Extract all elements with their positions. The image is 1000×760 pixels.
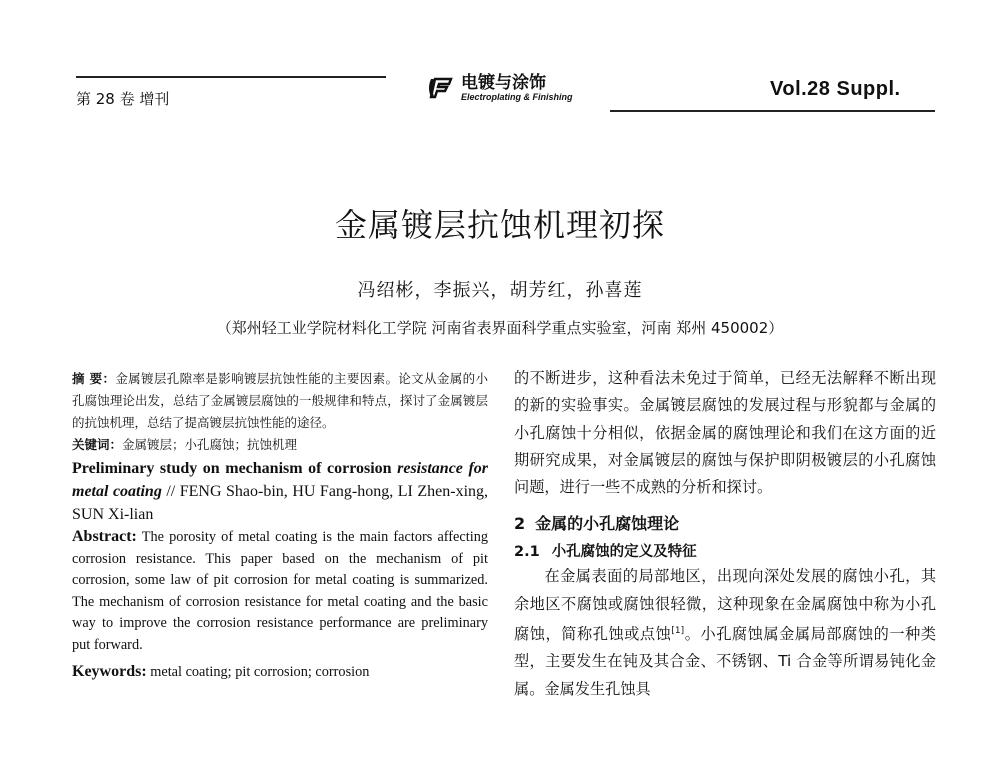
abstract-cn-label: 摘 要： bbox=[72, 371, 116, 386]
subsection-title: 小孔腐蚀的定义及特征 bbox=[551, 544, 697, 561]
subsection-heading bbox=[514, 540, 936, 561]
article-authors: 冯绍彬，李振兴，胡芳红，孙喜莲 bbox=[357, 280, 643, 301]
pit-corrosion-paragraph bbox=[514, 563, 936, 703]
journal-name-en: Electroplating & Finishing bbox=[461, 92, 573, 102]
intro-paragraph: 的不断进步，这种看法未免过于简单，已经无法解释不断出现的新的实验事实。金属镀层腐蚀的发展过程与形貌都与金属的小孔腐蚀十分相似，依据金属的腐蚀理论和我们在这方面的近期研究成果，对金属镀层的腐蚀与保护即阴极镀层的小孔腐蚀问题，进行一些不成熟的分析和探讨。 bbox=[514, 369, 936, 497]
english-authors: FENG Shao-bin, HU Fang-hong, LI Zhen-xing, SUN Xi-lian bbox=[72, 483, 489, 523]
english-title-bold: Preliminary study on mechanism of corrosion bbox=[72, 460, 392, 477]
english-keywords-label: Keywords: bbox=[72, 662, 147, 680]
subsection-number: 2.1 bbox=[514, 544, 540, 561]
keywords-cn-text: 金属镀层；小孔腐蚀；抗蚀机理 bbox=[122, 437, 298, 452]
volume-en: Vol.28 Suppl. bbox=[770, 78, 901, 100]
english-keywords-text: metal coating; pit corrosion; corrosion bbox=[150, 663, 370, 680]
right-column bbox=[514, 365, 936, 703]
keywords-cn-label: 关键词： bbox=[72, 437, 123, 452]
english-keywords bbox=[72, 661, 488, 684]
article-title: 金属镀层抗蚀机理初探 bbox=[334, 206, 665, 244]
paragraph-text-b: 。小孔腐蚀属金属局部腐蚀的一种类型，主要发生在钝及其合金、不锈钢、Ti 合金等所谓易钝化金属。金属发生孔蚀具 bbox=[514, 625, 937, 698]
english-title-sep: // bbox=[161, 483, 180, 500]
volume-cn: 第 28 卷 增刊 bbox=[76, 90, 170, 108]
section-heading bbox=[514, 511, 936, 534]
journal-logo-icon bbox=[425, 75, 455, 101]
journal-logo bbox=[425, 74, 573, 102]
article-affiliation: （郑州轻工业学院材料化工学院 河南省表界面科学重点实验室，河南 郑州 450002） bbox=[216, 319, 784, 337]
header-rule-right bbox=[610, 110, 935, 112]
journal-name-cn: 电镀与涂饰 bbox=[461, 73, 546, 93]
header-rule-left bbox=[76, 76, 386, 78]
english-abstract-text: The porosity of metal coating is the main factors affecting corrosion resistance. This paper based on the mechanism of pit corrosion, some law of pit corrosion for metal coating is summarized. The mechanism of corrosion resistance for metal coating and the basic way to improve the corrosion resistance performance are preliminary put forward. bbox=[72, 529, 488, 653]
english-title bbox=[72, 457, 488, 526]
paragraph-text-a: 在金属表面的局部地区，出现向深处发展的腐蚀小孔，其余地区不腐蚀或腐蚀很轻微，这种现象在金属腐蚀中称为小孔腐蚀，简称孔蚀或点蚀 bbox=[514, 567, 936, 644]
abstract-cn-text: 金属镀层孔隙率是影响镀层抗蚀性能的主要因素。论文从金属的小孔腐蚀理论出发，总结了金属镀层腐蚀的一般规律和特点，探讨了金属镀层的抗蚀机理，总结了提高镀层抗蚀性能的途径。 bbox=[72, 371, 488, 430]
left-column bbox=[72, 368, 488, 683]
reference-marker[interactable]: [1] bbox=[671, 626, 685, 637]
english-title-italic: resistance for metal coating bbox=[72, 460, 488, 500]
abstract-cn bbox=[72, 368, 488, 434]
section-title: 金属的小孔腐蚀理论 bbox=[535, 514, 680, 534]
keywords-cn bbox=[72, 434, 488, 456]
section-number: 2 bbox=[514, 514, 526, 534]
english-abstract-label: Abstract: bbox=[72, 528, 137, 545]
english-abstract bbox=[72, 526, 488, 657]
